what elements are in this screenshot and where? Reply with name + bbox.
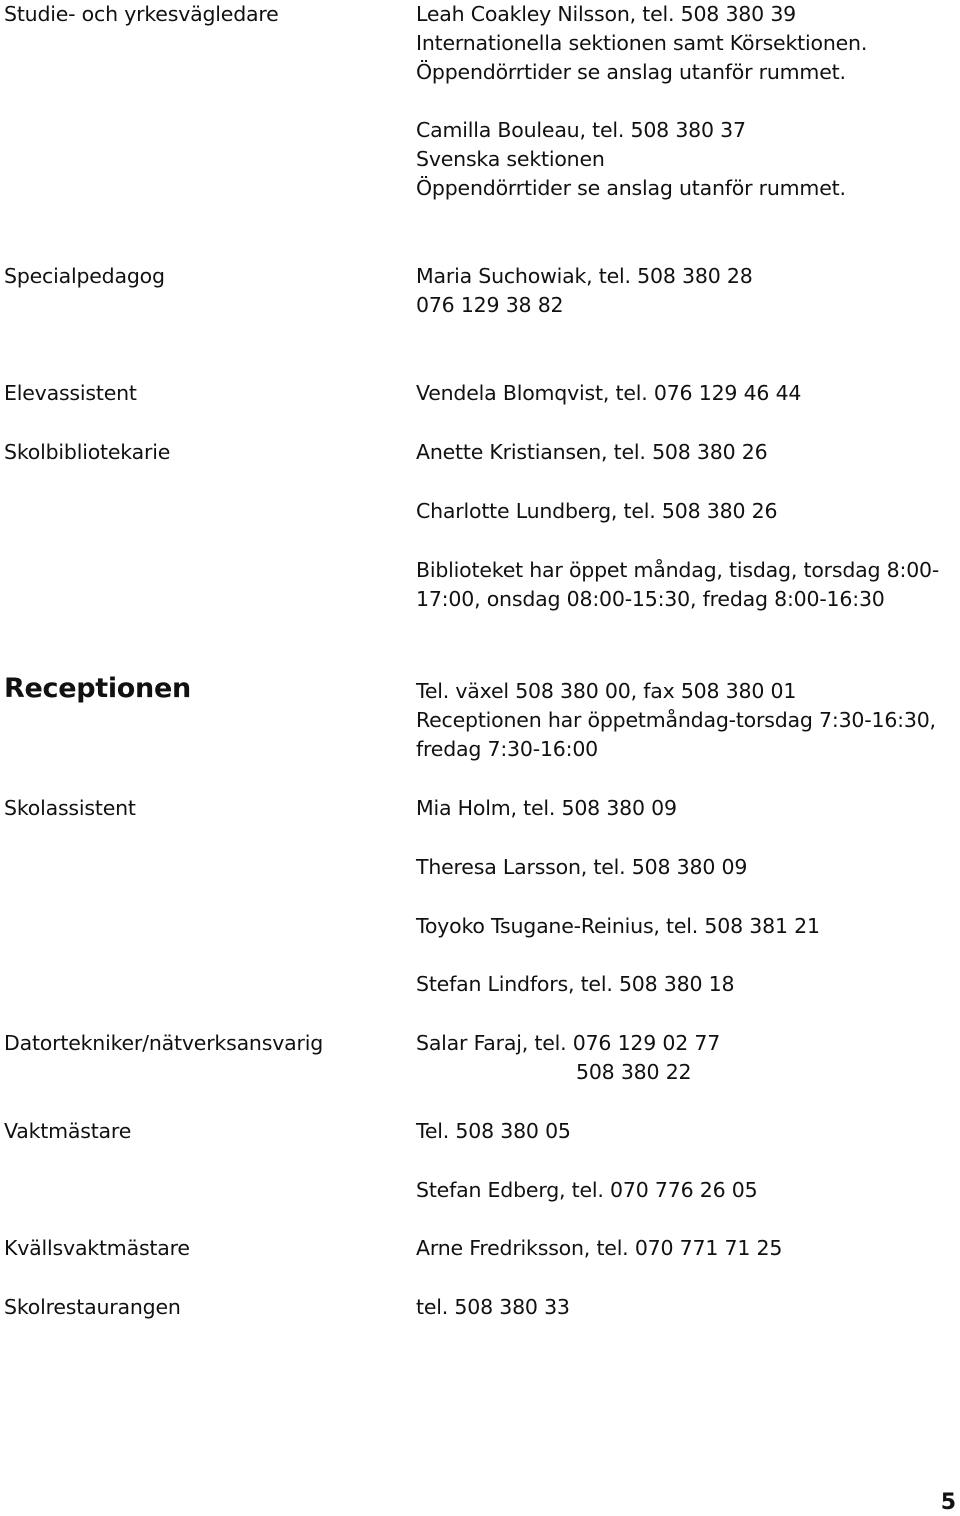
library-hours-line: 17:00, onsdag 08:00-15:30, fredag 8:00-16:30 bbox=[416, 587, 885, 611]
role-label-kvallsvaktmastare: Kvällsvaktmästare bbox=[4, 1236, 190, 1260]
contact-line: Tel. 508 380 05 bbox=[416, 1119, 571, 1143]
contact-line: Öppendörrtider se anslag utanför rummet. bbox=[416, 60, 846, 84]
contact-line: 508 380 22 bbox=[576, 1060, 692, 1084]
role-label-skolrestaurangen: Skolrestaurangen bbox=[4, 1295, 181, 1319]
reception-hours-line: fredag 7:30-16:00 bbox=[416, 737, 599, 761]
role-label-vaktmastare: Vaktmästare bbox=[4, 1119, 132, 1143]
contact-line: tel. 508 380 33 bbox=[416, 1295, 570, 1319]
role-label-elevassistent: Elevassistent bbox=[4, 381, 137, 405]
contact-line: Stefan Edberg, tel. 070 776 26 05 bbox=[416, 1178, 758, 1202]
contact-line: Vendela Blomqvist, tel. 076 129 46 44 bbox=[416, 381, 802, 405]
contact-line: 076 129 38 82 bbox=[416, 293, 564, 317]
role-label-skolassistent: Skolassistent bbox=[4, 796, 136, 820]
contact-line: Stefan Lindfors, tel. 508 380 18 bbox=[416, 972, 735, 996]
contact-line: Tel. växel 508 380 00, fax 508 380 01 bbox=[416, 679, 797, 703]
contact-line: Svenska sektionen bbox=[416, 147, 605, 171]
role-label-studievagledare: Studie- och yrkesvägledare bbox=[4, 2, 279, 26]
contact-line: Anette Kristiansen, tel. 508 380 26 bbox=[416, 440, 768, 464]
page-number: 5 bbox=[940, 1490, 956, 1515]
contact-line: Toyoko Tsugane-Reinius, tel. 508 381 21 bbox=[416, 914, 820, 938]
contact-line: Leah Coakley Nilsson, tel. 508 380 39 bbox=[416, 2, 796, 26]
contact-line: Charlotte Lundberg, tel. 508 380 26 bbox=[416, 499, 778, 523]
contact-line: Internationella sektionen samt Körsektionen. bbox=[416, 31, 868, 55]
section-heading-receptionen: Receptionen bbox=[4, 673, 191, 704]
reception-hours-line: Receptionen har öppetmåndag-torsdag 7:30-16:30, bbox=[416, 708, 936, 732]
contact-line: Salar Faraj, tel. 076 129 02 77 bbox=[416, 1031, 721, 1055]
contact-line: Arne Fredriksson, tel. 070 771 71 25 bbox=[416, 1236, 783, 1260]
contact-line: Mia Holm, tel. 508 380 09 bbox=[416, 796, 677, 820]
contact-line: Theresa Larsson, tel. 508 380 09 bbox=[416, 855, 748, 879]
role-label-datortekniker: Datortekniker/nätverksansvarig bbox=[4, 1031, 324, 1055]
role-label-skolbibliotekarie: Skolbibliotekarie bbox=[4, 440, 171, 464]
contact-line: Camilla Bouleau, tel. 508 380 37 bbox=[416, 118, 746, 142]
role-label-specialpedagog: Specialpedagog bbox=[4, 264, 165, 288]
contact-line: Maria Suchowiak, tel. 508 380 28 bbox=[416, 264, 753, 288]
library-hours-line: Biblioteket har öppet måndag, tisdag, torsdag 8:00- bbox=[416, 558, 940, 582]
contact-line: Öppendörrtider se anslag utanför rummet. bbox=[416, 176, 846, 200]
